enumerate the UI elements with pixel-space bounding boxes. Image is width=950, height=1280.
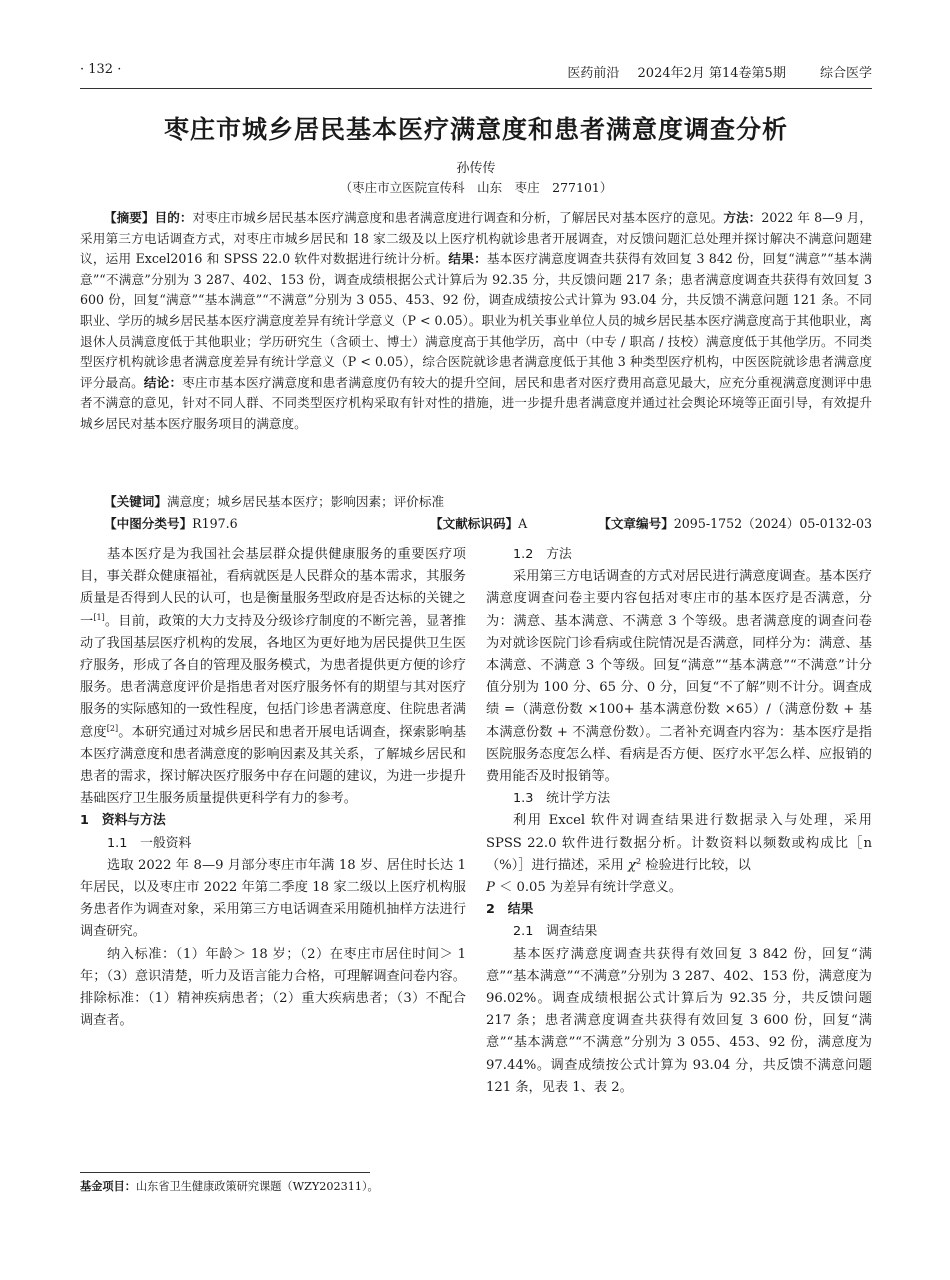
subsection-heading-1-3: 1.3 统计学方法 — [513, 791, 611, 807]
results-paragraph: 基本医疗满意度调查共获得有效回复 3 842 份，回复“满意”“基本满意”“不满意”分别为 3 287、402、153 份，满意度为 96.02%。调查成绩根据公式计算后为 92.35 分，共反馈问题 217 条；患者满意度调查共获得有效回复 3 600 份，回复“满意”“基本满意”“不满意”分别为 3 055、453、92 份，满意度为 97.44%。调查成绩按公式计算为 93.04 分，共反馈不满意问题 121 条，见表 1、表 2。 — [486, 946, 872, 1095]
affiliation: （枣庄市立医院宣传科 山东 枣庄 277101） — [339, 180, 613, 195]
classification-line — [80, 513, 872, 533]
funding-footnote — [80, 1178, 472, 1194]
right-column — [486, 544, 872, 1099]
doc-code — [430, 513, 527, 532]
clc-label: 【中图分类号】 — [104, 516, 193, 531]
objective-label: 目的： — [154, 210, 193, 225]
art-label: 【文章编号】 — [598, 516, 674, 531]
intro-text-2: 。目前，政策的大力支持及分级诊疗制度的不断完善，显著推动了我国基层医疗机构的发展，各地区为更好地为居民提供卫生医疗服务，形成了各自的管理及服务模式，为患者提供更方便的诊疗服务。患者满意度评价是指患者对医疗服务怀有的期望与其对医疗服务的实际感知的一致性程度，包括门诊患者满意度、住院患者满意度 — [80, 613, 467, 740]
header-rule — [80, 88, 872, 89]
subsection-heading-1-2: 1.2 方法 — [513, 547, 572, 562]
section-heading-2: 2 结果 — [486, 902, 534, 918]
author: 孙传传 — [456, 161, 496, 176]
funding-text: 山东省卫生健康政策研究课题（WZY202311）。 — [135, 1180, 379, 1193]
journal-section: 综合医学 — [819, 66, 872, 81]
intro-paragraph — [80, 544, 466, 810]
article-number — [598, 513, 872, 532]
journal-issue: 2024年2月 第14卷第5期 — [637, 66, 786, 81]
stats-text-2: 检验进行比较，以 — [645, 857, 751, 873]
clc-code — [104, 513, 238, 532]
section-heading-1: 1 资料与方法 — [80, 813, 166, 829]
art-value: 2095-1752（2024）05-0132-03 — [673, 516, 872, 531]
funding-label: 基金项目： — [80, 1179, 136, 1193]
page-number: · 132 · — [80, 62, 122, 77]
results-text: 基本医疗满意度调查共获得有效回复 3 842 份，回复“满意”“基本满意”“不满意”分别为 3 287、402、153 份，调查成绩根据公式计算后为 92.35 分，共反馈问题 217 条；患者满意度调查共获得有效回复 3 600 份，回复“满意”“基本满意”“不满意”分别为 3 055、453、92 份，调查成绩按公式计算为 93.04 分，共反馈不满意问题 121 条。不同职业、学历的城乡居民基本医疗满意度差异有统计学意义（P < 0.05）。职业为机关事业单位人员的城乡居民基本医疗满意度高于其他职业，离退休人员满意度低于其他职业；学历研究生（含硕士、博士）满意度高于其他学历，高中（中专 / 职高 / 技校）满意度低于其他学历。不同类型医疗机构就诊患者满意度差异有统计学意义（P < 0.05），综合医院就诊患者满意度低于其他 3 种类型医疗机构，中医医院就诊患者满意度评分最高。 — [80, 251, 873, 390]
intro-text-1: 基本医疗是为我国社会基层群众提供健康服务的重要医疗项目，事关群众健康福祉，看病就医是人民群众的基本需求，其服务质量是否得到人民的认可，也是衡量服务型政府是否达标的关键之一 — [80, 547, 466, 629]
journal-info — [553, 62, 872, 81]
article-title: 枣庄市城乡居民基本医疗满意度和患者满意度调查分析 — [163, 115, 788, 144]
clc-value: R197.6 — [192, 516, 238, 531]
chi-symbol: χ — [628, 857, 637, 873]
keywords — [80, 491, 872, 510]
keywords-text: 满意度；城乡居民基本医疗；影响因素；评价标准 — [166, 494, 445, 509]
keywords-label: 【关键词】 — [104, 494, 167, 509]
citation-2: [2] — [106, 723, 119, 733]
journal-name: 医药前沿 — [567, 66, 620, 81]
running-header — [80, 62, 872, 82]
conclusion-label: 结论： — [143, 374, 183, 390]
abstract — [80, 208, 872, 435]
methods-label: 方法： — [723, 210, 762, 225]
method-paragraph: 采用第三方电话调查的方式对居民进行满意度调查。基本医疗满意度调查问卷主要内容包括对枣庄市的基本医疗是否满意，分为：满意、基本满意、不满意 3 个等级。患者满意度的调查问卷为对就诊医院门诊看病或住院情况是否满意，同样分为：满意、基本满意、不满意 3 个等级。回复“满意”“基本满意”“不满意”计分值分别为 100 分、65 分、0 分，回复“不了解”则不计分。调查成绩 =（满意份数 ×100+ 基本满意份数 ×65）/（满意份数 + 基本满意份数 + 不满意份数）。二者补充调查内容为：基本医疗是指医院服务态度怎么样、看病是否方便、医疗水平怎么样、应报销的费用能否及时报销等。 — [486, 569, 872, 785]
general-paragraph: 选取 2022 年 8—9 月部分枣庄市年满 18 岁、居住时长达 1 年居民，以及枣庄市 2022 年第二季度 18 家二级以上医疗机构服务患者作为调查对象，采用第三方电话调查采用随机抽样方法进行调查研究。 — [80, 857, 466, 940]
doc-label: 【文献标识码】 — [430, 516, 519, 531]
results-label: 结果： — [448, 251, 487, 267]
intro-text-3: 。本研究通过对城乡居民和患者开展电话调查，探索影响基本医疗满意度和患者满意度的影响因素及其关系，了解城乡居民和患者的需求，探讨解决医疗服务中存在问题的建议，为进一步提升基础医疗卫生服务质量提供更科学有力的参考。 — [80, 724, 467, 807]
stats-text-3: ＜ 0.05 为差异有统计学意义。 — [499, 880, 682, 896]
citation-1: [1] — [93, 612, 105, 622]
abstract-label: 【摘要】 — [104, 210, 155, 225]
stats-text-1: 利用 Excel 软件对调查结果进行数据录入与处理，采用 SPSS 22.0 软件进行数据分析。计数资料以频数或构成比［n（%）］进行描述，采用 — [486, 813, 872, 873]
subsection-heading-2-1: 2.1 调查结果 — [513, 924, 598, 940]
footnote-rule — [80, 1172, 370, 1173]
left-column — [80, 544, 466, 1032]
objective-text: 对枣庄市城乡居民基本医疗满意度和患者满意度进行调查和分析，了解居民对基本医疗的意见。 — [192, 210, 724, 225]
criteria-paragraph: 纳入标准：（1）年龄＞ 18 岁；（2）在枣庄市居住时间＞ 1 年；（3）意识清楚，听力及语言能力合格，可理解调查问卷内容。排除标准：（1）精神疾病患者；（2）重大疾病患者；（3）不配合调查者。 — [80, 946, 466, 1029]
chi-superscript: 2 — [636, 856, 642, 866]
p-symbol: P — [486, 880, 495, 896]
conclusion-text: 枣庄市基本医疗满意度和患者满意度仍有较大的提升空间，居民和患者对医疗费用高意见最大，应充分重视满意度测评中患者不满意的意见，针对不同人群、不同类型医疗机构采取有针对性的措施，进一步提升患者满意度并通过社会舆论环境等正面引导，有效提升城乡居民对基本医疗服务项目的满意度。 — [80, 374, 873, 431]
subsection-heading-1-1: 1.1 一般资料 — [107, 835, 192, 851]
doc-value: A — [518, 516, 528, 531]
methods-text: 2022 年 8—9 月，采用第三方电话调查方式，对枣庄市城乡居民和 18 家二级及以上医疗机构就诊患者开展调查，对反馈问题汇总处理并探讨解决不满意问题建议，运用 Excel2016 和 SPSS 22.0 软件对数据进行统计分析。 — [80, 210, 873, 267]
stats-paragraph — [486, 810, 872, 899]
